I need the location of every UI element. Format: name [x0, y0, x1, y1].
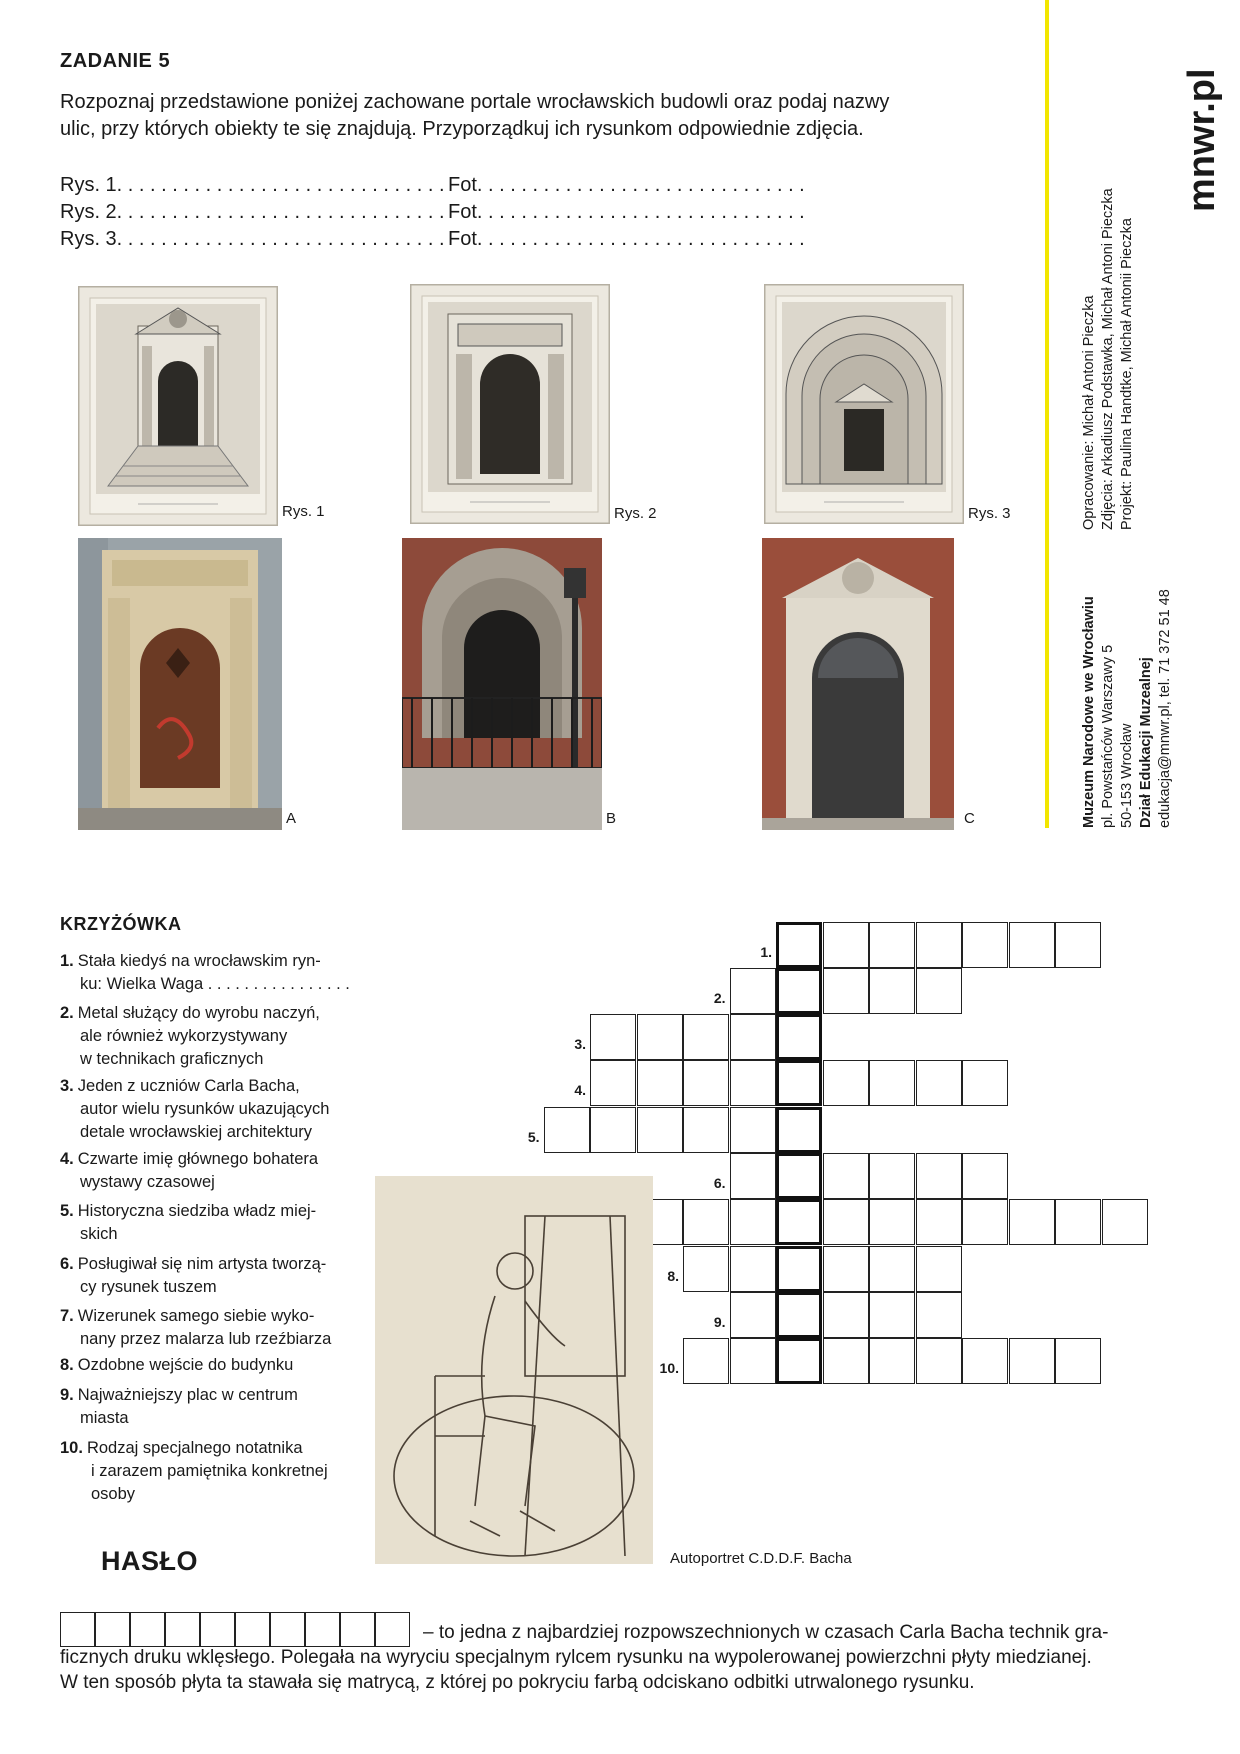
crossword-row-number: 10.	[659, 1360, 679, 1376]
clue-number: 8.	[60, 1356, 74, 1374]
crossword-cell[interactable]	[1102, 1199, 1148, 1245]
clue-number: 9.	[60, 1386, 74, 1404]
crossword-key-cell[interactable]	[776, 1338, 822, 1384]
clue-number: 7.	[60, 1307, 74, 1325]
clue-text: i zarazem pamiętnika konkretnej	[91, 1462, 328, 1480]
crossword-cell[interactable]	[637, 1107, 683, 1153]
crossword-cell[interactable]	[916, 1292, 962, 1338]
photo-label-b: B	[606, 810, 617, 827]
crossword-cell[interactable]	[683, 1014, 729, 1060]
crossword-cell[interactable]	[730, 1338, 776, 1384]
contact[interactable]: edukacja@mnwr.pl, tel. 71 372 51 48	[1157, 589, 1173, 828]
portrait-drawing	[375, 1176, 653, 1564]
crossword-cell[interactable]	[823, 1292, 869, 1338]
clue-text: ale również wykorzystywany	[80, 1027, 288, 1045]
crossword-cell[interactable]	[730, 1153, 776, 1199]
crossword-cell[interactable]	[823, 1246, 869, 1292]
address-city: 50-153 Wrocław	[1119, 723, 1135, 828]
crossword-cell[interactable]	[916, 1153, 962, 1199]
clue-number: 6.	[60, 1255, 74, 1273]
clue-number: 10.	[60, 1439, 83, 1457]
clue-text: Ozdobne wejście do budynku	[77, 1356, 294, 1374]
crossword-cell[interactable]	[962, 1153, 1008, 1199]
crossword-clue	[60, 1253, 380, 1299]
crossword-row-number: 5.	[527, 1129, 540, 1145]
crossword-cell[interactable]	[1009, 1199, 1055, 1245]
clue-text: Metal służący do wyrobu naczyń,	[77, 1004, 320, 1022]
museum-name: Muzeum Narodowe we Wrocławiu	[1081, 596, 1097, 828]
crossword-key-cell[interactable]	[776, 1246, 822, 1292]
crossword-cell[interactable]	[730, 968, 776, 1014]
crossword-clue	[60, 1002, 380, 1071]
crossword-key-cell[interactable]	[776, 1292, 822, 1338]
crossword-cell[interactable]	[916, 1060, 962, 1106]
crossword-clue	[60, 1437, 380, 1506]
crossword-cell[interactable]	[869, 1246, 915, 1292]
crossword-clue	[60, 1354, 380, 1377]
haslo-cell[interactable]	[305, 1612, 340, 1647]
answer-line-rys1[interactable]: Rys. 1. . . . . . . . . . . . . . . . . . . . . . . . . . . . . .	[60, 174, 445, 196]
haslo-text-line2: ficznych druku wklęsłego. Polegała na wyryciu specjalnym rylcem rysunku na wypolerowanej powierzchni płyty miedzianej.	[60, 1647, 1092, 1668]
crossword-cell[interactable]	[730, 1246, 776, 1292]
drawing-label-rys2: Rys. 2	[614, 505, 657, 522]
crossword-row-number: 3.	[574, 1036, 586, 1052]
crossword-cell[interactable]	[962, 922, 1008, 968]
crossword-cell[interactable]	[1055, 1199, 1101, 1245]
credit-design: Projekt: Paulina Handtke, Michał Antonii Pieczka	[1119, 218, 1135, 530]
crossword-cell[interactable]	[1055, 1338, 1101, 1384]
clue-text: osoby	[91, 1485, 136, 1503]
crossword-cell[interactable]	[962, 1199, 1008, 1245]
clue-text: skich	[80, 1225, 118, 1243]
crossword-cell[interactable]	[590, 1014, 636, 1060]
clue-text: Czwarte imię głównego bohatera	[77, 1150, 319, 1168]
photo-c	[762, 538, 954, 830]
crossword-cell[interactable]	[869, 1199, 915, 1245]
clue-number: 5.	[60, 1202, 74, 1220]
crossword-cell[interactable]	[683, 1246, 729, 1292]
answer-line-rys3[interactable]: Rys. 3. . . . . . . . . . . . . . . . . . . . . . . . . . . . . .	[60, 228, 445, 250]
clue-number: 3.	[60, 1077, 74, 1095]
crossword-cell[interactable]	[637, 1014, 683, 1060]
crossword-cell[interactable]	[916, 1338, 962, 1384]
crossword-row-number: 6.	[713, 1175, 726, 1191]
clue-text: nany przez malarza lub rzeźbiarza	[80, 1330, 332, 1348]
drawing-label-rys3: Rys. 3	[968, 505, 1011, 522]
crossword-cell[interactable]	[730, 1199, 776, 1245]
drawing-rys2	[410, 284, 610, 524]
crossword-clue	[60, 1075, 380, 1144]
crossword-cell[interactable]	[823, 1338, 869, 1384]
drawing-rys1	[78, 286, 278, 526]
clue-text: Jeden z uczniów Carla Bacha,	[77, 1077, 300, 1095]
crossword-cell[interactable]	[823, 922, 869, 968]
crossword-cell[interactable]	[916, 1246, 962, 1292]
crossword-key-cell[interactable]	[776, 1107, 822, 1153]
answer-line-fot2[interactable]: Fot. . . . . . . . . . . . . . . . . . . . . . . . . . . . . .	[448, 201, 805, 223]
crossword-row-number: 2.	[713, 990, 726, 1006]
yellow-divider	[1045, 0, 1049, 828]
crossword-clue	[60, 950, 380, 996]
clue-number: 2.	[60, 1004, 74, 1022]
clue-text: w technikach graficznych	[80, 1050, 264, 1068]
crossword-cell[interactable]	[683, 1338, 729, 1384]
crossword-cell[interactable]	[823, 968, 869, 1014]
clue-text: ku: Wielka Waga . . . . . . . . . . . . . . . .	[80, 975, 350, 993]
portrait-caption: Autoportret C.D.D.F. Bacha	[670, 1550, 852, 1567]
crossword-cell[interactable]	[823, 1153, 869, 1199]
crossword-row-number: 9.	[713, 1314, 726, 1330]
crossword-cell[interactable]	[869, 922, 915, 968]
crossword-clue	[60, 1305, 380, 1351]
photo-b	[402, 538, 602, 830]
clue-number: 4.	[60, 1150, 74, 1168]
haslo-cell[interactable]	[340, 1612, 375, 1647]
crossword-cell[interactable]	[730, 1107, 776, 1153]
crossword-key-cell[interactable]	[776, 968, 822, 1014]
crossword-row-number: 1.	[760, 944, 772, 960]
crossword-key-cell[interactable]	[776, 1060, 822, 1106]
haslo-text-line3: W ten sposób płyta ta stawała się matrycą, z której po pokryciu farbą odciskano odbitki utrwalonego rysunku.	[60, 1672, 975, 1693]
crossword-cell[interactable]	[869, 1060, 915, 1106]
crossword-cell[interactable]	[869, 1338, 915, 1384]
clue-text: Rodzaj specjalnego notatnika	[86, 1439, 303, 1457]
answer-line-fot3[interactable]: Fot. . . . . . . . . . . . . . . . . . . . . . . . . . . . . .	[448, 228, 805, 250]
crossword-cell[interactable]	[962, 1060, 1008, 1106]
crossword-key-cell[interactable]	[776, 922, 822, 968]
crossword-clue	[60, 1200, 380, 1246]
task-intro-line1: Rozpoznaj przedstawione poniżej zachowane portale wrocławskich budowli oraz podaj nazwy	[60, 91, 890, 113]
clue-text: cy rysunek tuszem	[80, 1278, 217, 1296]
crossword-cell[interactable]	[916, 922, 962, 968]
clue-text: wystawy czasowej	[80, 1173, 215, 1191]
clue-text: Historyczna siedziba władz miej-	[77, 1202, 317, 1220]
crossword-row-number: 8.	[667, 1268, 679, 1284]
crossword-cell[interactable]	[869, 1292, 915, 1338]
haslo-cell[interactable]	[60, 1612, 95, 1647]
crossword-cell[interactable]	[1009, 1338, 1055, 1384]
crossword-cell[interactable]	[1055, 922, 1101, 968]
clue-text: miasta	[80, 1409, 129, 1427]
haslo-cell[interactable]	[375, 1612, 410, 1647]
clue-number: 1.	[60, 952, 74, 970]
crossword-cell[interactable]	[869, 1153, 915, 1199]
crossword-cell[interactable]	[730, 1292, 776, 1338]
haslo-title: HASŁO	[101, 1546, 198, 1576]
haslo-cell[interactable]	[270, 1612, 305, 1647]
address-street: pl. Powstańców Warszawy 5	[1100, 644, 1116, 828]
photo-a	[78, 538, 282, 830]
drawing-rys3	[764, 284, 964, 524]
clue-text: Wizerunek samego siebie wyko-	[77, 1307, 315, 1325]
clue-text: Najważniejszy plac w centrum	[77, 1386, 298, 1404]
task-intro-line2: ulic, przy których obiekty te się znajdują. Przyporządkuj ich rysunkom odpowiednie zdjęcia.	[60, 118, 864, 140]
crossword-cell[interactable]	[869, 968, 915, 1014]
clue-text: detale wrocławskiej architektury	[80, 1123, 313, 1141]
crossword-cell[interactable]	[916, 1199, 962, 1245]
crossword-cell[interactable]	[823, 1199, 869, 1245]
crossword-clue	[60, 1148, 380, 1194]
crossword-cell[interactable]	[823, 1060, 869, 1106]
answer-line-fot1[interactable]: Fot. . . . . . . . . . . . . . . . . . . . . . . . . . . . . .	[448, 174, 805, 196]
haslo-cell[interactable]	[200, 1612, 235, 1647]
crossword-cell[interactable]	[590, 1060, 636, 1106]
credit-text: Opracowanie: Michał Antoni Pieczka	[1081, 295, 1097, 530]
answer-line-rys2[interactable]: Rys. 2. . . . . . . . . . . . . . . . . . . . . . . . . . . . . .	[60, 201, 445, 223]
haslo-cell[interactable]	[235, 1612, 270, 1647]
crossword-cell[interactable]	[962, 1338, 1008, 1384]
crossword-key-cell[interactable]	[776, 1153, 822, 1199]
crossword-cell[interactable]	[683, 1060, 729, 1106]
crossword-title: KRZYŻÓWKA	[60, 914, 182, 934]
crossword-clue	[60, 1384, 380, 1430]
clue-text: Stała kiedyś na wrocławskim ryn-	[77, 952, 321, 970]
haslo-cell[interactable]	[165, 1612, 200, 1647]
crossword-cell[interactable]	[1009, 922, 1055, 968]
clue-text: autor wielu rysunków ukazujących	[80, 1100, 330, 1118]
haslo-cell[interactable]	[95, 1612, 130, 1647]
crossword-cell[interactable]	[590, 1107, 636, 1153]
crossword-cell[interactable]	[730, 1060, 776, 1106]
crossword-cell[interactable]	[730, 1014, 776, 1060]
haslo-cell[interactable]	[130, 1612, 165, 1647]
crossword-cell[interactable]	[683, 1107, 729, 1153]
haslo-text-line1: – to jedna z najbardziej rozpowszechnionych w czasach Carla Bacha technik gra-	[423, 1622, 1109, 1643]
credit-photos: Zdjęcia: Arkadiusz Podstawka, Michał Antoni Pieczka	[1100, 188, 1116, 530]
crossword-key-cell[interactable]	[776, 1014, 822, 1060]
crossword-cell[interactable]	[916, 968, 962, 1014]
drawing-label-rys1: Rys. 1	[282, 503, 325, 520]
department: Dział Edukacji Muzealnej	[1138, 657, 1154, 828]
crossword-cell[interactable]	[544, 1107, 590, 1153]
crossword-row-number: 4.	[574, 1082, 586, 1098]
crossword-key-cell[interactable]	[776, 1199, 822, 1245]
photo-label-c: C	[964, 810, 975, 827]
crossword-cell[interactable]	[637, 1060, 683, 1106]
crossword-cell[interactable]	[683, 1199, 729, 1245]
clue-text: Posługiwał się nim artysta tworzą-	[77, 1255, 327, 1273]
task-title: ZADANIE 5	[60, 50, 171, 72]
photo-label-a: A	[286, 810, 297, 827]
logo[interactable]: mnwr.pl	[1181, 68, 1223, 212]
